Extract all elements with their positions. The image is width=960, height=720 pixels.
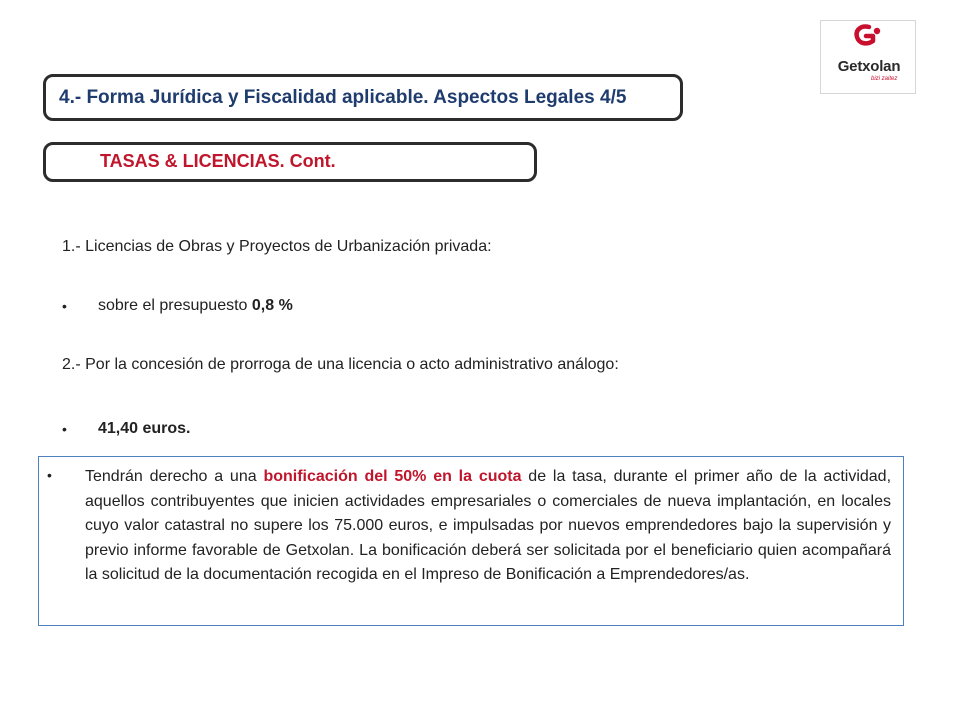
item-1-heading: 1.- Licencias de Obras y Proyectos de Urbanización privada: — [62, 238, 492, 255]
note-pre: Tendrán derecho a una — [85, 468, 264, 485]
bullet-1-value: 0,8 % — [251, 297, 293, 314]
bullet-1 — [98, 297, 293, 315]
item-2-heading: 2.- Por la concesión de prorroga de una licencia o acto administrativo análogo: — [62, 356, 619, 373]
bullet-dot-icon: • — [62, 298, 67, 314]
logo-tagline: bizi zaitez — [871, 76, 898, 82]
section-subtitle: TASAS & LICENCIAS. Cont. — [100, 151, 336, 171]
getxolan-mark-icon — [821, 21, 917, 61]
bonificacion-note-text — [85, 465, 891, 588]
title-box — [43, 74, 683, 121]
getxolan-logo — [820, 20, 916, 94]
bullet-1-text: sobre el presupuesto — [98, 297, 248, 314]
page-title: 4.- Forma Jurídica y Fiscalidad aplicable. Aspectos Legales 4/5 — [59, 87, 627, 108]
logo-wordmark: Getxolan — [837, 58, 901, 75]
bullet-2-value: 41,40 euros. — [98, 420, 191, 437]
bullet-dot-icon: • — [47, 467, 52, 483]
bonificacion-note-box — [38, 456, 904, 626]
note-post: de la tasa, durante el primer año de la actividad, aquellos contribuyentes que inicien actividades empresariales o comerciales de nueva implantación, en locales cuyo valor catastral no supere los 75.000 euros, e impulsadas por nuevos emprendedores bajo la supervisión y previo informe favorable de Getxolan. La bonificación deberá ser solicitada por el beneficiario quien acompañará la solicitud de la documentación recogida en el Impreso de Bonificación a Emprendedores/as. — [85, 468, 892, 583]
note-highlight: bonificación del 50% en la cuota — [263, 468, 522, 485]
bullet-dot-icon: • — [62, 421, 67, 437]
subtitle-box — [43, 142, 537, 182]
